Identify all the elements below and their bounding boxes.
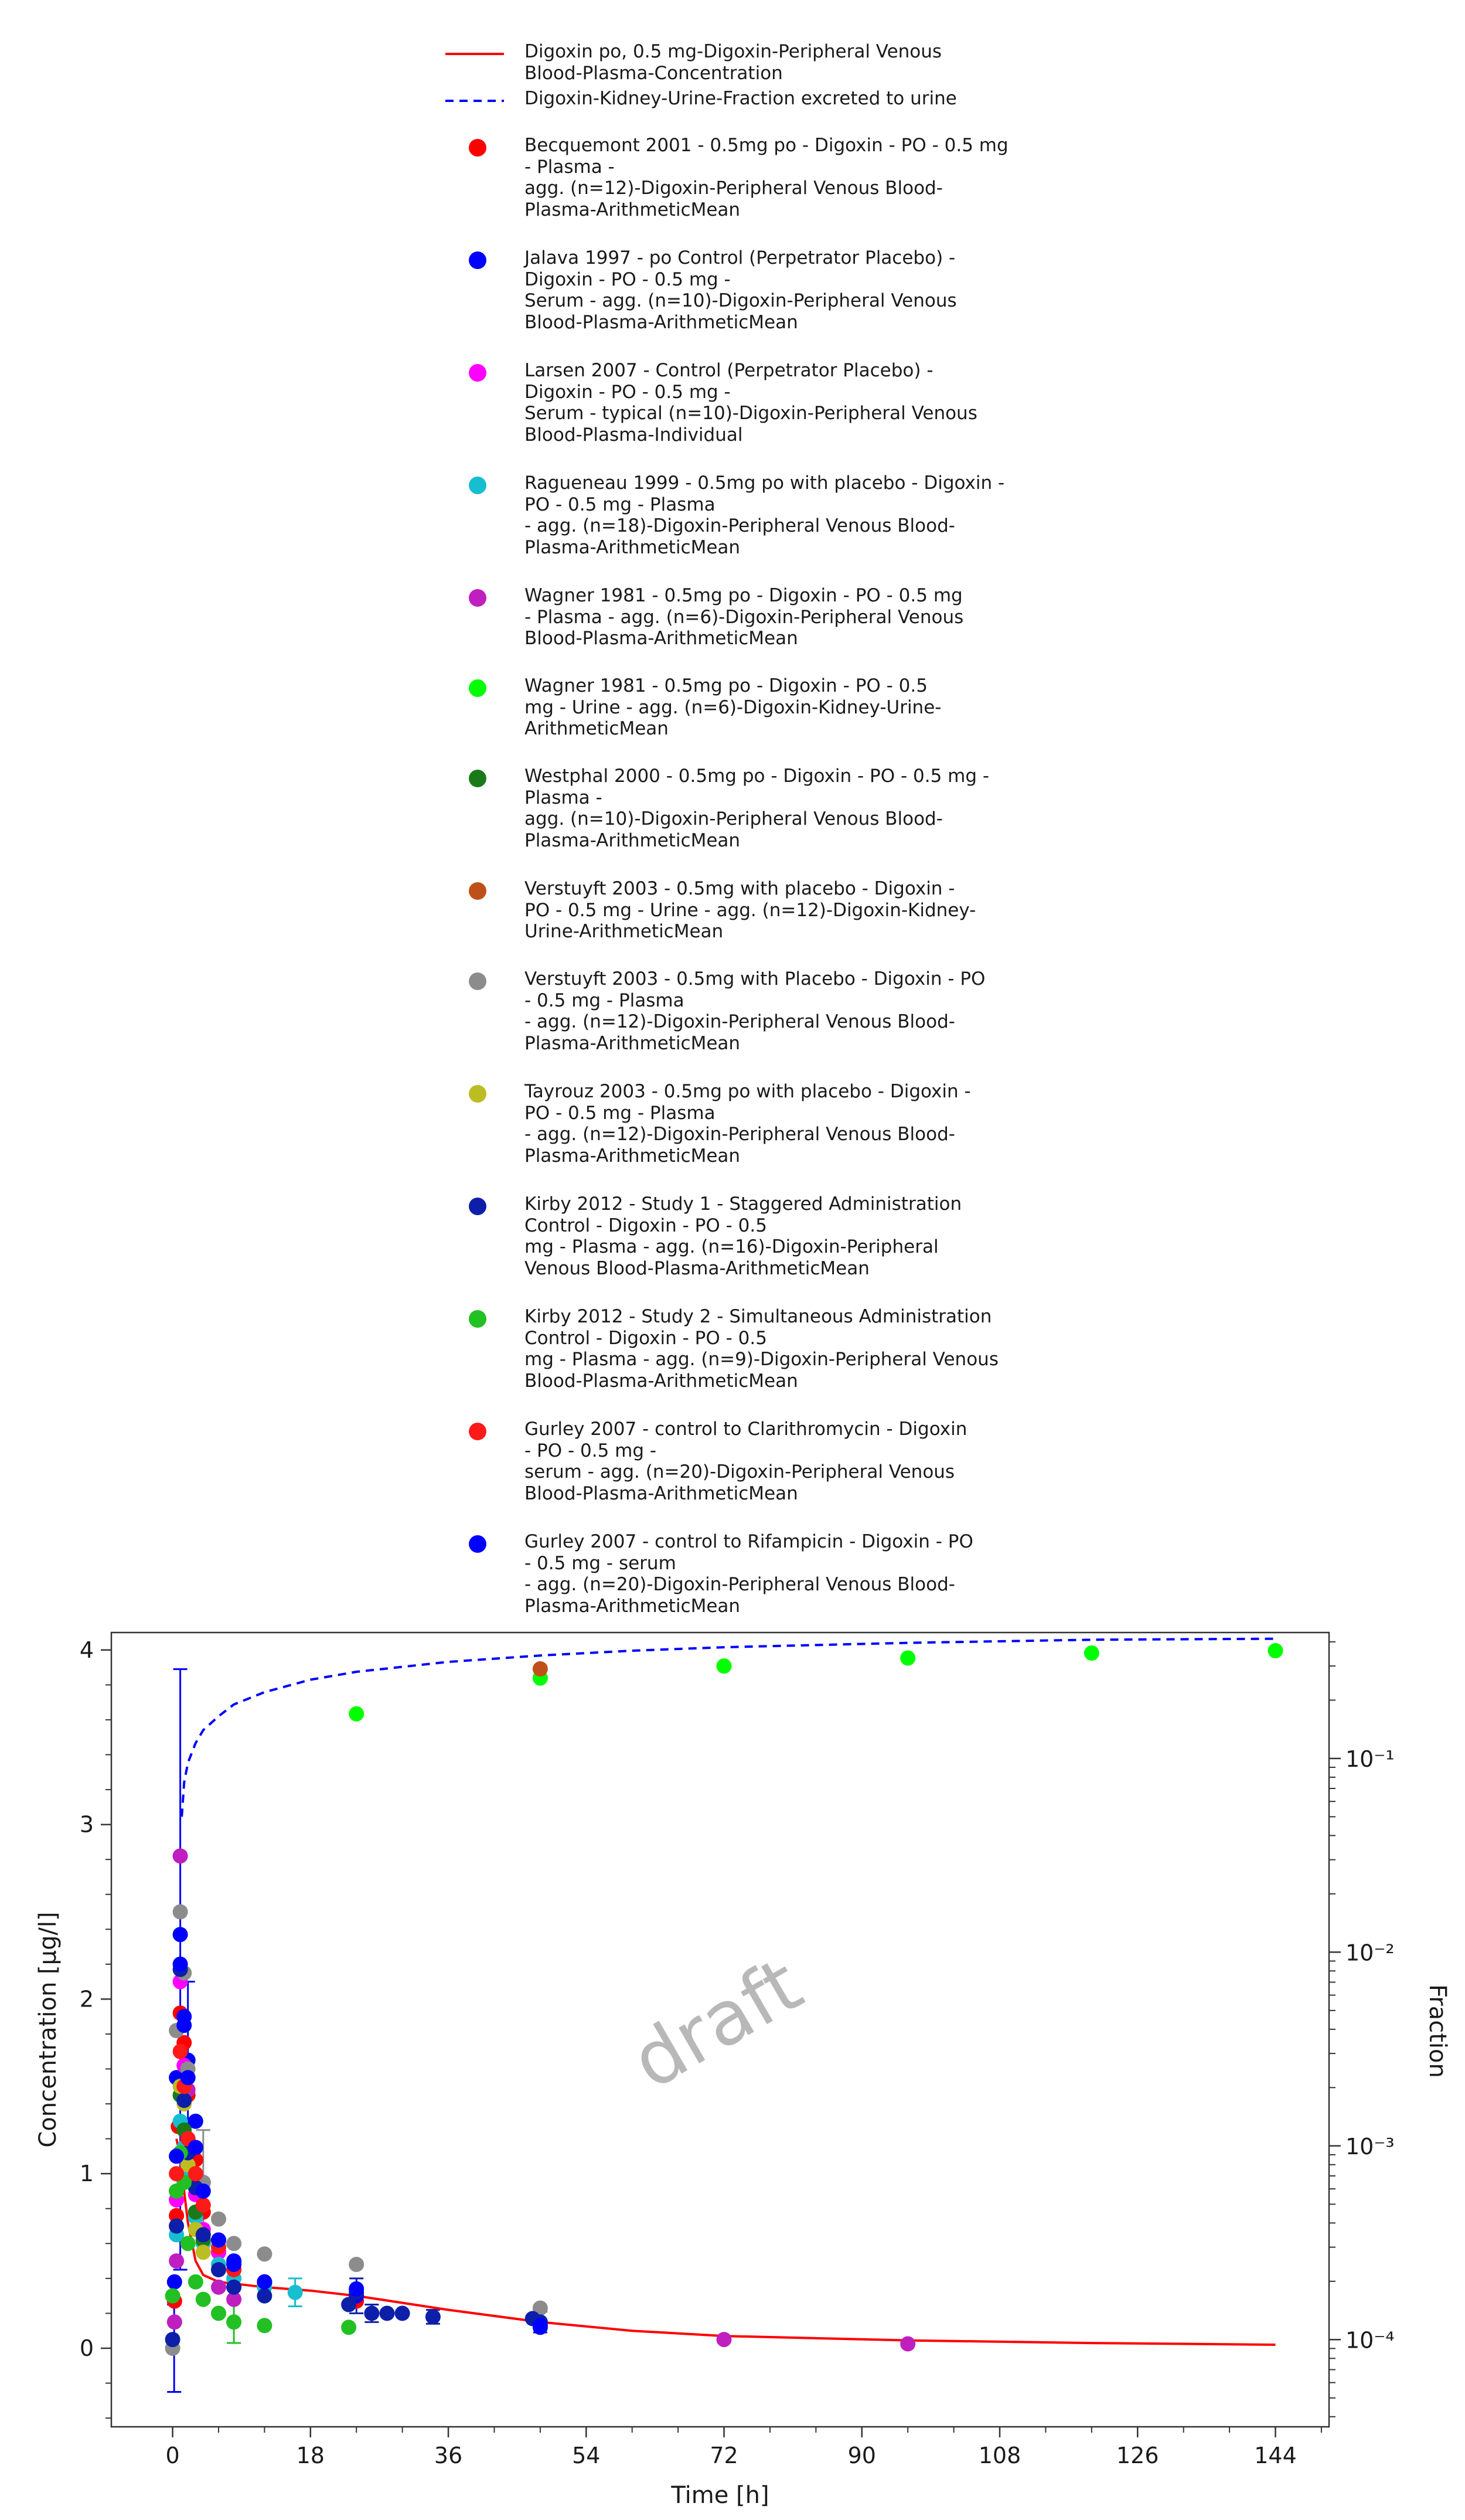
data-point [257,2288,272,2304]
legend-label: Verstuyft 2003 - 0.5mg with Placebo - Digoxin - PO - 0.5 mg - Plasma - agg. (n=12)-Digoxin-Peripheral Venous Blood- Plasma-ArithmeticMean [524,968,986,1054]
legend-swatch [445,1531,510,1557]
data-point [349,2281,364,2297]
x-tick-label: 108 [978,2443,1021,2468]
data-point [900,2337,915,2352]
legend-swatch [445,1081,510,1107]
y-tick-label: 2 [79,1986,94,2012]
data-point [380,2305,395,2321]
draft-watermark: draft [617,1941,816,2107]
data-point [196,2244,211,2260]
legend-label: Wagner 1981 - 0.5mg po - Digoxin - PO - 0.5 mg - Urine - agg. (n=6)-Digoxin-Kidney-Urine- ArithmeticMean [524,675,942,739]
data-point [167,2314,182,2329]
x-axis [165,2427,1321,2468]
data-point [173,1848,188,1863]
data-point [226,2236,241,2251]
legend-swatch [445,135,510,161]
legend-swatch [445,585,510,611]
legend-label: Jalava 1997 - po Control (Perpetrator Placebo) - Digoxin - PO - 0.5 mg - Serum - agg. (n=10)-Digoxin-Peripheral Venous Blood-Plasma-ArithmeticMean [524,247,957,333]
legend-swatch [445,1193,510,1219]
data-point [211,2280,226,2295]
y-tick-label: 1 [79,2161,94,2187]
data-point [173,1905,188,1920]
data-point [173,2044,188,2059]
legend-label: Digoxin po, 0.5 mg-Digoxin-Peripheral Venous Blood-Plasma-Concentration [524,41,942,84]
y-axis-right [1329,1642,1395,2417]
data-point [196,2227,211,2242]
legend-swatch [445,1306,510,1332]
data-point [211,2232,226,2247]
data-point [257,2246,272,2261]
x-tick-label: 126 [1116,2443,1159,2468]
data-point [288,2285,303,2300]
legend-label: Kirby 2012 - Study 2 - Simultaneous Administration Control - Digoxin - PO - 0.5 mg - Plasma - agg. (n=9)-Digoxin-Peripheral Venous Blood-Plasma-ArithmeticMean [524,1306,999,1392]
legend-label: Kirby 2012 - Study 1 - Staggered Administration Control - Digoxin - PO - 0.5 mg - Plasma - agg. (n=16)-Digoxin-Peripheral Venous Blood-Plasma-ArithmeticMean [524,1193,962,1279]
data-point [1084,1645,1099,1661]
legend-swatch [445,968,510,994]
data-point [211,2262,226,2277]
y-tick-label: 3 [79,1811,94,1838]
data-point [717,2332,732,2347]
data-point [226,2314,241,2329]
legend-swatch [445,1419,510,1444]
data-point [196,2292,211,2307]
legend-label: Westphal 2000 - 0.5mg po - Digoxin - PO - 0.5 mg - Plasma - agg. (n=10)-Digoxin-Peripheral Venous Blood- Plasma-ArithmeticMean [524,766,990,851]
y2-tick-label: 10⁻⁴ [1345,2327,1395,2354]
data-point [349,1706,364,1722]
data-point [173,1957,188,1972]
data-point [1268,1643,1283,1658]
data-point [169,2253,184,2269]
data-point [180,2236,196,2251]
legend-label: Digoxin-Kidney-Urine-Fraction excreted to urine [524,88,957,109]
data-point [188,2274,203,2290]
legend-label: Gurley 2007 - control to Clarithromycin - Digoxin - PO - 0.5 mg - serum - agg. (n=20)-Digoxin-Peripheral Venous Blood-Plasma-ArithmeticMean [524,1419,967,1504]
data-point [349,2257,364,2272]
series-line-plasma [176,2139,1275,2345]
data-point [257,2274,272,2290]
y2-tick-label: 10⁻¹ [1345,1746,1395,1772]
legend-swatch [445,247,510,273]
legend-swatch [445,766,510,791]
data-point [196,2198,211,2213]
x-tick-label: 54 [572,2443,601,2468]
y-tick-label: 0 [79,2335,94,2361]
y-tick-label: 4 [79,1637,94,1663]
legend-label: Tayrouz 2003 - 0.5mg po with placebo - Digoxin - PO - 0.5 mg - Plasma - agg. (n=12)-Digoxin-Peripheral Venous Blood- Plasma-ArithmeticMean [524,1081,971,1167]
data-point [257,2318,272,2333]
data-point [425,2309,441,2324]
data-point [169,2148,184,2164]
data-point [180,2070,196,2085]
data-point [176,2018,192,2033]
legend-swatch [445,88,510,114]
data-point [188,2166,203,2181]
x-tick-label: 0 [165,2443,180,2468]
legend-label: Becquemont 2001 - 0.5mg po - Digoxin - PO - 0.5 mg - Plasma - agg. (n=12)-Digoxin-Peripheral Venous Blood- Plasma-ArithmeticMean [524,135,1009,220]
data-point [169,2166,184,2181]
legend-swatch [445,675,510,701]
x-tick-label: 18 [296,2443,325,2468]
x-tick-label: 144 [1254,2443,1297,2468]
y-axis-title: Concentration [µg/l] [35,1912,62,2148]
data-point [341,2320,356,2335]
data-point [165,2288,180,2304]
y2-tick-label: 10⁻³ [1345,2133,1395,2159]
legend-swatch [445,878,510,904]
data-point [395,2305,410,2321]
legend-label: Gurley 2007 - control to Rifampicin - Digoxin - PO - 0.5 mg - serum - agg. (n=20)-Digoxin-Peripheral Venous Blood- Plasma-ArithmeticMean [524,1531,973,1617]
data-point [165,2332,180,2347]
data-point [176,2093,192,2108]
chart [0,1583,1465,2520]
series-points [169,1957,548,2334]
x-axis-title: Time [h] [671,2482,769,2509]
data-point [173,1927,188,1942]
x-tick-label: 90 [847,2443,876,2468]
data-point [533,1661,548,1676]
series-points [533,1661,548,1676]
data-point [211,2305,226,2321]
legend-label: Larsen 2007 - Control (Perpetrator Placebo) - Digoxin - PO - 0.5 mg - Serum - typical (n=10)-Digoxin-Peripheral Venous Blood-Plasma-Individual [524,360,977,445]
data-point [188,2140,203,2155]
y-axis-left [80,1637,111,2418]
y2-axis-title: Fraction [1424,1984,1451,2078]
data-point [226,2257,241,2272]
data-point [167,2274,182,2290]
data-point [226,2280,241,2295]
data-point [196,2184,211,2199]
series-points [349,1643,1283,1722]
series-points [167,1848,915,2351]
legend-label: Verstuyft 2003 - 0.5mg with placebo - Digoxin - PO - 0.5 mg - Urine - agg. (n=12)-Digoxin-Kidney- Urine-ArithmeticMean [524,878,976,942]
data-point [717,1658,732,1674]
x-tick-label: 36 [434,2443,463,2468]
legend-swatch [445,41,510,67]
data-point [533,2318,548,2333]
legend-label: Ragueneau 1999 - 0.5mg po with placebo - Digoxin - PO - 0.5 mg - Plasma - agg. (n=18)-Digoxin-Peripheral Venous Blood- Plasma-ArithmeticMean [524,472,1005,558]
data-point [169,2219,184,2234]
legend-label: Wagner 1981 - 0.5mg po - Digoxin - PO - 0.5 mg - Plasma - agg. (n=6)-Digoxin-Peripheral Venous Blood-Plasma-ArithmeticMean [524,585,964,649]
y2-tick-label: 10⁻² [1345,1940,1395,1966]
legend-swatch [445,472,510,498]
x-tick-label: 72 [710,2443,738,2468]
data-point [211,2212,226,2227]
data-point [900,1651,915,1666]
data-point [364,2305,379,2321]
legend-swatch [445,360,510,386]
